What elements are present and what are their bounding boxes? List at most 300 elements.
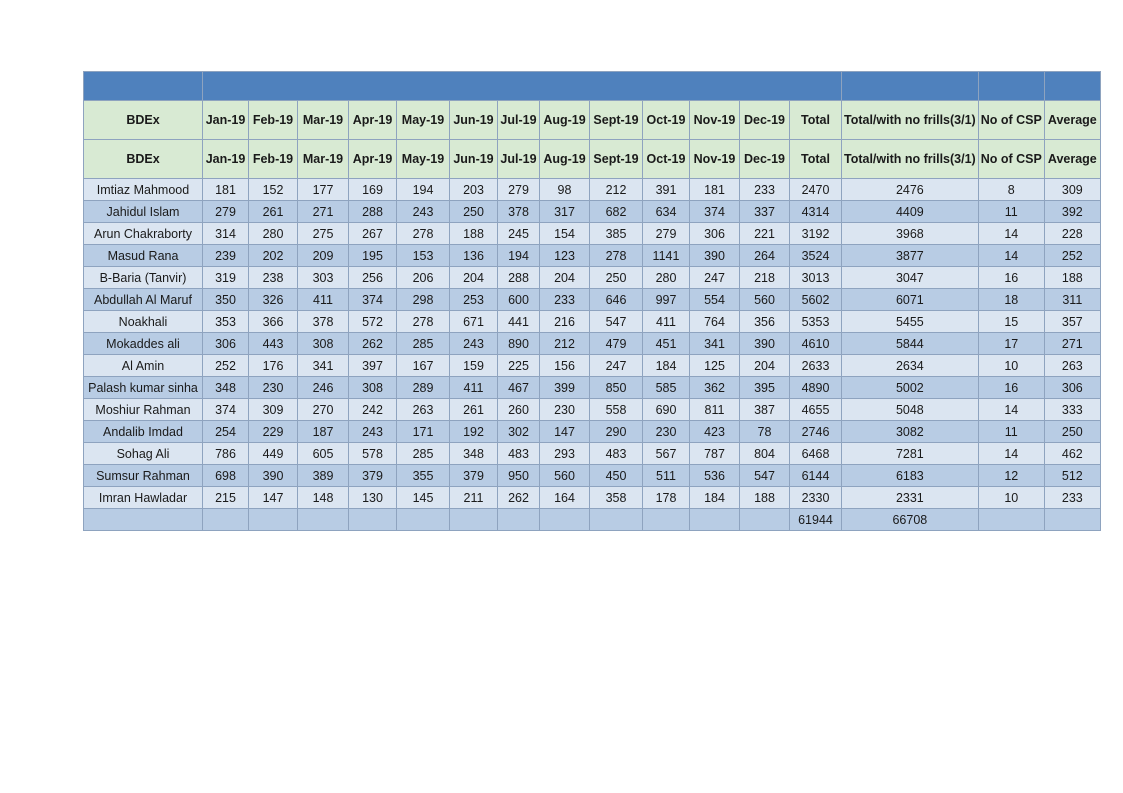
- value-cell: 16: [978, 267, 1044, 289]
- value-cell: 215: [203, 487, 249, 509]
- value-cell: 308: [349, 377, 397, 399]
- table-row: [84, 201, 1101, 223]
- value-cell: 950: [498, 465, 540, 487]
- value-cell: 2634: [842, 355, 979, 377]
- value-cell: 230: [540, 399, 590, 421]
- value-cell: 483: [590, 443, 643, 465]
- value-cell: 98: [540, 179, 590, 201]
- value-cell: 250: [590, 267, 643, 289]
- value-cell: 306: [1044, 377, 1100, 399]
- value-cell: 362: [690, 377, 740, 399]
- value-cell: 397: [349, 355, 397, 377]
- value-cell: 682: [590, 201, 643, 223]
- value-cell: 11: [978, 201, 1044, 223]
- value-cell: 159: [450, 355, 498, 377]
- value-cell: 14: [978, 399, 1044, 421]
- value-cell: 270: [298, 399, 349, 421]
- bdex-name-cell: Masud Rana: [84, 245, 203, 267]
- value-cell: 390: [740, 333, 790, 355]
- empty-cell: [349, 509, 397, 531]
- column-header: Total: [790, 101, 842, 140]
- value-cell: 3877: [842, 245, 979, 267]
- blue-band-row: [84, 72, 1101, 101]
- column-header: Jan-19: [203, 140, 249, 179]
- value-cell: 547: [590, 311, 643, 333]
- value-cell: 188: [1044, 267, 1100, 289]
- value-cell: 280: [643, 267, 690, 289]
- value-cell: 242: [349, 399, 397, 421]
- value-cell: 890: [498, 333, 540, 355]
- value-cell: 184: [643, 355, 690, 377]
- value-cell: 278: [397, 223, 450, 245]
- column-header: Nov-19: [690, 140, 740, 179]
- value-cell: 5048: [842, 399, 979, 421]
- value-cell: 156: [540, 355, 590, 377]
- value-cell: 8: [978, 179, 1044, 201]
- value-cell: 374: [349, 289, 397, 311]
- column-header: Total/with no frills(3/1): [842, 101, 979, 140]
- column-header: Total/with no frills(3/1): [842, 140, 979, 179]
- bdex-name-cell: Imran Hawladar: [84, 487, 203, 509]
- value-cell: 16: [978, 377, 1044, 399]
- value-cell: 314: [203, 223, 249, 245]
- value-cell: 123: [540, 245, 590, 267]
- column-header: May-19: [397, 101, 450, 140]
- value-cell: 392: [1044, 201, 1100, 223]
- empty-cell: [740, 509, 790, 531]
- value-cell: 4610: [790, 333, 842, 355]
- bdex-name-cell: Noakhali: [84, 311, 203, 333]
- value-cell: 804: [740, 443, 790, 465]
- value-cell: 181: [690, 179, 740, 201]
- value-cell: 216: [540, 311, 590, 333]
- value-cell: 252: [203, 355, 249, 377]
- value-cell: 280: [249, 223, 298, 245]
- value-cell: 245: [498, 223, 540, 245]
- value-cell: 634: [643, 201, 690, 223]
- value-cell: 261: [450, 399, 498, 421]
- value-cell: 164: [540, 487, 590, 509]
- value-cell: 378: [498, 201, 540, 223]
- value-cell: 536: [690, 465, 740, 487]
- value-cell: 585: [643, 377, 690, 399]
- value-cell: 311: [1044, 289, 1100, 311]
- value-cell: 10: [978, 355, 1044, 377]
- table-row: [84, 487, 1101, 509]
- value-cell: 306: [203, 333, 249, 355]
- value-cell: 348: [450, 443, 498, 465]
- value-cell: 153: [397, 245, 450, 267]
- value-cell: 411: [298, 289, 349, 311]
- column-header: Average: [1044, 140, 1100, 179]
- table-row: [84, 245, 1101, 267]
- column-header: No of CSP: [978, 101, 1044, 140]
- value-cell: 194: [397, 179, 450, 201]
- bdex-name-cell: Andalib Imdad: [84, 421, 203, 443]
- value-cell: 5002: [842, 377, 979, 399]
- value-cell: 317: [540, 201, 590, 223]
- value-cell: 646: [590, 289, 643, 311]
- value-cell: 278: [590, 245, 643, 267]
- value-cell: 125: [690, 355, 740, 377]
- value-cell: 5602: [790, 289, 842, 311]
- column-header: Oct-19: [643, 101, 690, 140]
- column-header: Apr-19: [349, 140, 397, 179]
- value-cell: 169: [349, 179, 397, 201]
- bdex-name-cell: Jahidul Islam: [84, 201, 203, 223]
- value-cell: 177: [298, 179, 349, 201]
- value-cell: 195: [349, 245, 397, 267]
- value-cell: 353: [203, 311, 249, 333]
- empty-cell: [84, 509, 203, 531]
- value-cell: 279: [203, 201, 249, 223]
- value-cell: 218: [740, 267, 790, 289]
- value-cell: 2330: [790, 487, 842, 509]
- value-cell: 275: [298, 223, 349, 245]
- value-cell: 204: [450, 267, 498, 289]
- value-cell: 260: [498, 399, 540, 421]
- value-cell: 194: [498, 245, 540, 267]
- value-cell: 449: [249, 443, 298, 465]
- value-cell: 303: [298, 267, 349, 289]
- value-cell: 184: [690, 487, 740, 509]
- value-cell: 671: [450, 311, 498, 333]
- value-cell: 787: [690, 443, 740, 465]
- value-cell: 247: [590, 355, 643, 377]
- value-cell: 558: [590, 399, 643, 421]
- value-cell: 462: [1044, 443, 1100, 465]
- value-cell: 211: [450, 487, 498, 509]
- value-cell: 14: [978, 223, 1044, 245]
- band-cell-main: [203, 72, 842, 101]
- column-header: Apr-19: [349, 101, 397, 140]
- value-cell: 188: [740, 487, 790, 509]
- value-cell: 264: [740, 245, 790, 267]
- value-cell: 152: [249, 179, 298, 201]
- value-cell: 356: [740, 311, 790, 333]
- value-cell: 202: [249, 245, 298, 267]
- value-cell: 239: [203, 245, 249, 267]
- value-cell: 252: [1044, 245, 1100, 267]
- column-header: Dec-19: [740, 140, 790, 179]
- value-cell: 256: [349, 267, 397, 289]
- table-row: [84, 465, 1101, 487]
- value-cell: 511: [643, 465, 690, 487]
- value-cell: 326: [249, 289, 298, 311]
- value-cell: 167: [397, 355, 450, 377]
- value-cell: 389: [298, 465, 349, 487]
- value-cell: 423: [690, 421, 740, 443]
- value-cell: 243: [397, 201, 450, 223]
- value-cell: 246: [298, 377, 349, 399]
- column-header: Oct-19: [643, 140, 690, 179]
- value-cell: 203: [450, 179, 498, 201]
- column-header: BDEx: [84, 101, 203, 140]
- value-cell: 285: [397, 443, 450, 465]
- value-cell: 6144: [790, 465, 842, 487]
- grand-total-cell: 61944: [790, 509, 842, 531]
- value-cell: 298: [397, 289, 450, 311]
- value-cell: 176: [249, 355, 298, 377]
- empty-cell: [1044, 509, 1100, 531]
- value-cell: 209: [298, 245, 349, 267]
- value-cell: 10: [978, 487, 1044, 509]
- value-cell: 3968: [842, 223, 979, 245]
- value-cell: 5844: [842, 333, 979, 355]
- value-cell: 136: [450, 245, 498, 267]
- value-cell: 366: [249, 311, 298, 333]
- band-cell: [1044, 72, 1100, 101]
- value-cell: 233: [540, 289, 590, 311]
- table-row: [84, 377, 1101, 399]
- value-cell: 230: [643, 421, 690, 443]
- table-row: [84, 311, 1101, 333]
- value-cell: 3192: [790, 223, 842, 245]
- value-cell: 279: [498, 179, 540, 201]
- column-header: Average: [1044, 101, 1100, 140]
- table-row: [84, 399, 1101, 421]
- value-cell: 263: [397, 399, 450, 421]
- value-cell: 7281: [842, 443, 979, 465]
- value-cell: 2476: [842, 179, 979, 201]
- value-cell: 243: [450, 333, 498, 355]
- value-cell: 337: [740, 201, 790, 223]
- value-cell: 145: [397, 487, 450, 509]
- value-cell: 443: [249, 333, 298, 355]
- value-cell: 6468: [790, 443, 842, 465]
- column-header: Jul-19: [498, 140, 540, 179]
- bdex-name-cell: B-Baria (Tanvir): [84, 267, 203, 289]
- column-header: Dec-19: [740, 101, 790, 140]
- value-cell: 4655: [790, 399, 842, 421]
- value-cell: 148: [298, 487, 349, 509]
- column-header: Sept-19: [590, 101, 643, 140]
- value-cell: 204: [740, 355, 790, 377]
- empty-cell: [590, 509, 643, 531]
- grand-total-no-frills-cell: 66708: [842, 509, 979, 531]
- value-cell: 572: [349, 311, 397, 333]
- column-header: Jul-19: [498, 101, 540, 140]
- value-cell: 6183: [842, 465, 979, 487]
- bdex-name-cell: Abdullah Al Maruf: [84, 289, 203, 311]
- value-cell: 261: [249, 201, 298, 223]
- value-cell: 450: [590, 465, 643, 487]
- value-cell: 547: [740, 465, 790, 487]
- value-cell: 130: [349, 487, 397, 509]
- header-row: [84, 140, 1101, 179]
- value-cell: 192: [450, 421, 498, 443]
- value-cell: 2746: [790, 421, 842, 443]
- value-cell: 250: [450, 201, 498, 223]
- value-cell: 267: [349, 223, 397, 245]
- value-cell: 378: [298, 311, 349, 333]
- value-cell: 698: [203, 465, 249, 487]
- empty-cell: [203, 509, 249, 531]
- value-cell: 6071: [842, 289, 979, 311]
- table-row: [84, 223, 1101, 245]
- value-cell: 171: [397, 421, 450, 443]
- value-cell: 578: [349, 443, 397, 465]
- value-cell: 554: [690, 289, 740, 311]
- value-cell: 786: [203, 443, 249, 465]
- value-cell: 288: [498, 267, 540, 289]
- column-header: Aug-19: [540, 140, 590, 179]
- bdex-name-cell: Palash kumar sinha: [84, 377, 203, 399]
- value-cell: 605: [298, 443, 349, 465]
- value-cell: 333: [1044, 399, 1100, 421]
- value-cell: 479: [590, 333, 643, 355]
- value-cell: 4409: [842, 201, 979, 223]
- header-row: [84, 101, 1101, 140]
- bdex-name-cell: Arun Chakraborty: [84, 223, 203, 245]
- value-cell: 385: [590, 223, 643, 245]
- empty-cell: [540, 509, 590, 531]
- column-header: Total: [790, 140, 842, 179]
- value-cell: 390: [249, 465, 298, 487]
- column-header: BDEx: [84, 140, 203, 179]
- band-cell: [978, 72, 1044, 101]
- value-cell: 483: [498, 443, 540, 465]
- value-cell: 271: [298, 201, 349, 223]
- value-cell: 5353: [790, 311, 842, 333]
- value-cell: 238: [249, 267, 298, 289]
- value-cell: 387: [740, 399, 790, 421]
- value-cell: 391: [643, 179, 690, 201]
- value-cell: 319: [203, 267, 249, 289]
- value-cell: 225: [498, 355, 540, 377]
- value-cell: 399: [540, 377, 590, 399]
- empty-cell: [498, 509, 540, 531]
- column-header: Aug-19: [540, 101, 590, 140]
- empty-cell: [298, 509, 349, 531]
- value-cell: 350: [203, 289, 249, 311]
- value-cell: 309: [249, 399, 298, 421]
- value-cell: 3082: [842, 421, 979, 443]
- value-cell: 341: [298, 355, 349, 377]
- value-cell: 228: [1044, 223, 1100, 245]
- value-cell: 512: [1044, 465, 1100, 487]
- empty-cell: [397, 509, 450, 531]
- table-row: [84, 267, 1101, 289]
- value-cell: 14: [978, 245, 1044, 267]
- value-cell: 395: [740, 377, 790, 399]
- empty-cell: [643, 509, 690, 531]
- value-cell: 764: [690, 311, 740, 333]
- column-header: Feb-19: [249, 140, 298, 179]
- totals-row: [84, 509, 1101, 531]
- value-cell: 233: [1044, 487, 1100, 509]
- value-cell: 187: [298, 421, 349, 443]
- bdex-name-cell: Imtiaz Mahmood: [84, 179, 203, 201]
- value-cell: 288: [349, 201, 397, 223]
- value-cell: 690: [643, 399, 690, 421]
- value-cell: 379: [450, 465, 498, 487]
- column-header: No of CSP: [978, 140, 1044, 179]
- column-header: Jun-19: [450, 101, 498, 140]
- value-cell: 467: [498, 377, 540, 399]
- value-cell: 4890: [790, 377, 842, 399]
- value-cell: 229: [249, 421, 298, 443]
- value-cell: 357: [1044, 311, 1100, 333]
- table-row: [84, 333, 1101, 355]
- table-row: [84, 179, 1101, 201]
- value-cell: 15: [978, 311, 1044, 333]
- value-cell: 212: [540, 333, 590, 355]
- empty-cell: [978, 509, 1044, 531]
- value-cell: 451: [643, 333, 690, 355]
- value-cell: 3013: [790, 267, 842, 289]
- column-header: Nov-19: [690, 101, 740, 140]
- value-cell: 285: [397, 333, 450, 355]
- value-cell: 18: [978, 289, 1044, 311]
- value-cell: 247: [690, 267, 740, 289]
- column-header: Mar-19: [298, 101, 349, 140]
- column-header: Jun-19: [450, 140, 498, 179]
- value-cell: 2470: [790, 179, 842, 201]
- value-cell: 560: [740, 289, 790, 311]
- value-cell: 233: [740, 179, 790, 201]
- value-cell: 17: [978, 333, 1044, 355]
- value-cell: 154: [540, 223, 590, 245]
- value-cell: 147: [540, 421, 590, 443]
- bdex-name-cell: Al Amin: [84, 355, 203, 377]
- value-cell: 263: [1044, 355, 1100, 377]
- value-cell: 11: [978, 421, 1044, 443]
- value-cell: 14: [978, 443, 1044, 465]
- band-cell: [842, 72, 979, 101]
- column-header: Sept-19: [590, 140, 643, 179]
- value-cell: 147: [249, 487, 298, 509]
- value-cell: 341: [690, 333, 740, 355]
- value-cell: 997: [643, 289, 690, 311]
- value-cell: 178: [643, 487, 690, 509]
- value-cell: 1141: [643, 245, 690, 267]
- value-cell: 3524: [790, 245, 842, 267]
- empty-cell: [450, 509, 498, 531]
- value-cell: 289: [397, 377, 450, 399]
- value-cell: 379: [349, 465, 397, 487]
- empty-cell: [249, 509, 298, 531]
- value-cell: 253: [450, 289, 498, 311]
- value-cell: 262: [349, 333, 397, 355]
- value-cell: 567: [643, 443, 690, 465]
- band-cell-left: [84, 72, 203, 101]
- value-cell: 308: [298, 333, 349, 355]
- table-row: [84, 421, 1101, 443]
- value-cell: 441: [498, 311, 540, 333]
- value-cell: 600: [498, 289, 540, 311]
- value-cell: 306: [690, 223, 740, 245]
- value-cell: 374: [690, 201, 740, 223]
- column-header: Jan-19: [203, 101, 249, 140]
- value-cell: 250: [1044, 421, 1100, 443]
- value-cell: 221: [740, 223, 790, 245]
- column-header: Mar-19: [298, 140, 349, 179]
- value-cell: 355: [397, 465, 450, 487]
- value-cell: 12: [978, 465, 1044, 487]
- value-cell: 3047: [842, 267, 979, 289]
- value-cell: 4314: [790, 201, 842, 223]
- value-cell: 204: [540, 267, 590, 289]
- bdex-name-cell: Mokaddes ali: [84, 333, 203, 355]
- bdex-name-cell: Moshiur Rahman: [84, 399, 203, 421]
- value-cell: 243: [349, 421, 397, 443]
- value-cell: 212: [590, 179, 643, 201]
- value-cell: 290: [590, 421, 643, 443]
- value-cell: 390: [690, 245, 740, 267]
- value-cell: 850: [590, 377, 643, 399]
- value-cell: 279: [643, 223, 690, 245]
